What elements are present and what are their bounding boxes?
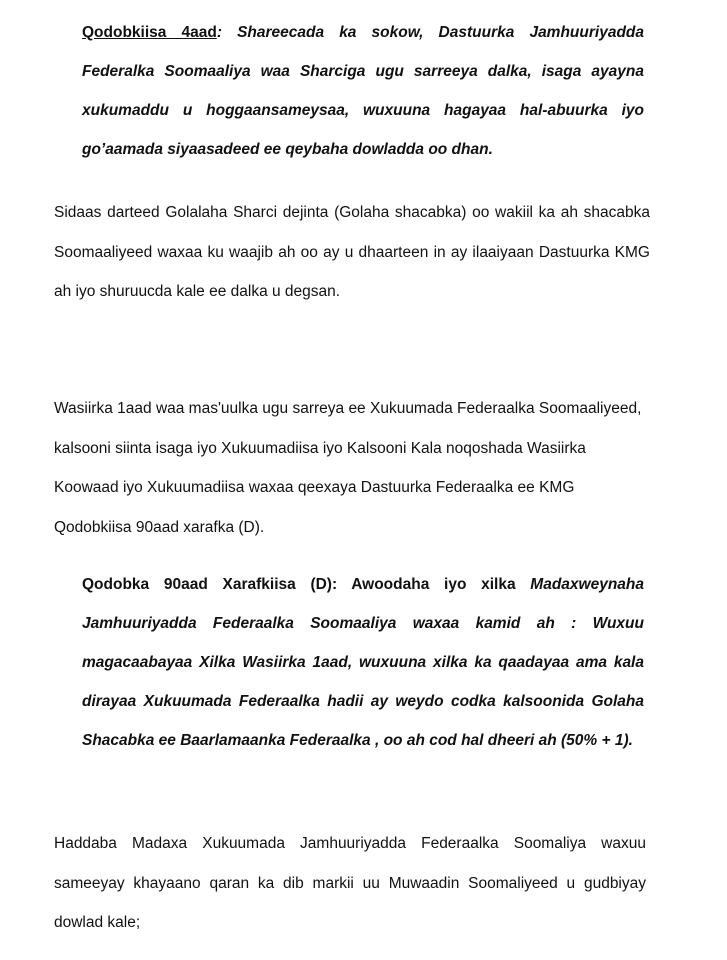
article-label: Qodobkiisa 4aad [82,24,217,41]
paragraph-conclusion: Haddaba Madaxa Xukuumada Jamhuuriyadda Federaalka Soomaliya waxuu sameeyay khayaano qaran ka dib markii uu Muwaadin Soomaliyeed u gudbiyay dowlad kale; [54,835,646,931]
paragraph-parliament: Sidaas darteed Golalaha Sharci dejinta (Golaha shacabka) oo wakiil ka ah shacabka Soomaaliyeed waxaa ku waajib ah oo ay u dhaarteen in ay ilaaiyaan Dastuurka KMG ah iyo shuruucda kale ee dalka u degsan. [54,204,650,300]
quoted-article-4 [82,13,644,169]
article-text: Shareecada ka sokow, Dastuurka Jamhuuriyadda Federalka Soomaaliya waa Sharciga ugu sarreeya dalka, isaga ayayna xukumaddu u hoggaansameysaa, wuxuuna hagayaa hal-abuurka iyo go’aamada siyaasadeed ee qeybaha dowladda oo dhan. [82,24,645,158]
article-90-text: Madaxweynaha Jamhuuriyadda Federaalka Soomaaliya waxaa kamid ah : Wuxuu magacaabayaa Xilka Wasiirka 1aad, wuxuuna xilka ka qaadayaa ama kala dirayaa Xukuumada Federaalka hadii ay weydo codka kalsoonida Golaha Shacabka ee Baarlamaanka Federaalka , oo ah cod hal dheeri ah (50% + 1). [82,576,644,749]
article-separator: : [216,24,238,41]
quoted-article-90 [82,565,644,760]
article-90-label: Qodobka 90aad Xarafkiisa (D): Awoodaha iyo xilka [82,576,531,593]
paragraph-prime-minister: Wasiirka 1aad waa mas'uulka ugu sarreya ee Xukuumada Federaalka Soomaaliyeed, kalsooni siinta isaga iyo Xukuumadiisa iyo Kalsooni Kala noqoshada Wasiirka Koowaad iyo Xukuumadiisa waxaa qeexaya Dastuurka Federaalka ee KMG Qodobkiisa 90aad xarafka (D). [54,400,642,536]
